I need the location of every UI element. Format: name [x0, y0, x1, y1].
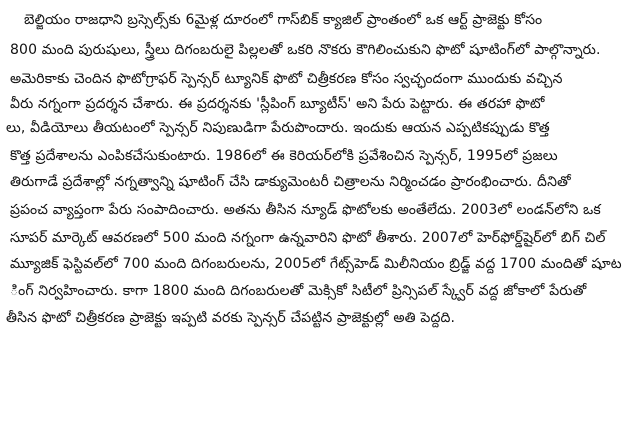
paragraph-line: బెల్జియం రాజధాని బ్రస్సెల్స్‌కు 6మైళ్ల దూరంలో గాస్‌బిక్ క్యాజిల్ ప్రాంతంలో ఒక ఆర్ట్ ప్రాజెక్టు కోసం [24, 12, 543, 28]
paragraph-line: కొత్త ప్రదేశాలను ఎంపికచేసుకుంటారు. 1986లో ఈ కెరియర్‌లోకి ప్రవేశించిన స్పెన్సర్, 1995లో ప్రజలు [10, 148, 558, 164]
paragraph-line: తిరుగాడే ప్రదేశాల్లో నగ్నత్వాన్ని షూటింగ్ చేసి డాక్యుమెంటరీ చిత్రాలను నిర్మించడం ప్రారంభించారు. దీనితో [10, 174, 571, 190]
paragraph-line: 800 మంది పురుషులు, స్త్రీలు దిగంబరులై పిల్లలతో ఒకరి నొకరు కౌగిలించుకుని ఫొటో షూటింగ్‌లో పాల్గొన్నారు. [10, 42, 601, 58]
paragraph-line: ింగ్ నిర్వహించారు. కాగా 1800 మంది దిగంబరులతో మెక్సికో సిటీలో ప్రిన్సిపల్ స్క్వేర్ వద్ద జోకాలో పేరుతో [10, 283, 587, 299]
paragraph-line: తీసిన ఫొటో చిత్రీకరణ ప్రాజెక్టు ఇప్పటి వరకు స్పెన్సర్ చేపట్టిన ప్రాజెక్టుల్లో అతి పెద్దది. [6, 310, 456, 326]
paragraph-line: ప్రపంచ వ్యాప్తంగా పేరు సంపాదించారు. అతను తీసిన న్యూడ్ ఫొటోలకు అంతేలేదు. 2003లో లండన్‌లోని ఒక [10, 202, 601, 218]
paragraph-line: సూపర్ మార్కెట్ ఆవరణలో 500 మంది నగ్నంగా ఉన్నవారిని ఫొటో తీశారు. 2007లో హెర్‌ఫోర్డ్‌షైర్‌లో బిగ్ చిల్ [10, 230, 606, 246]
paragraph-line: వీరు నగ్నంగా ప్రదర్శన చేశారు. ఈ ప్రదర్శనకు 'స్లీపింగ్ బ్యూటీస్' అని పేరు పెట్టారు. ఈ తరహా ఫొటో [10, 96, 545, 112]
paragraph-line: మ్యూజిక్ ఫెస్టివల్‌లో 700 మంది దిగంబరులను, 2005లో గేట్స్‌హెడ్ మిలీనియం బ్రిడ్జ్ వద్ద 1700 మందితో షూట [10, 256, 622, 272]
paragraph-line: లు, వీడియోలు తీయటంలో స్పెన్సర్ నిపుణుడిగా పేరుపొందారు. ఇందుకు ఆయన ఎప్పటికప్పుడు కొత్త [6, 120, 550, 136]
paragraph-line: అమెరికాకు చెందిన ఫొటోగ్రాఫర్ స్పెన్సర్ ట్యూనిక్ ఫొటో చిత్రీకరణ కోసం స్వచ్ఛందంగా ముందుకు వచ్చిన [10, 71, 563, 87]
